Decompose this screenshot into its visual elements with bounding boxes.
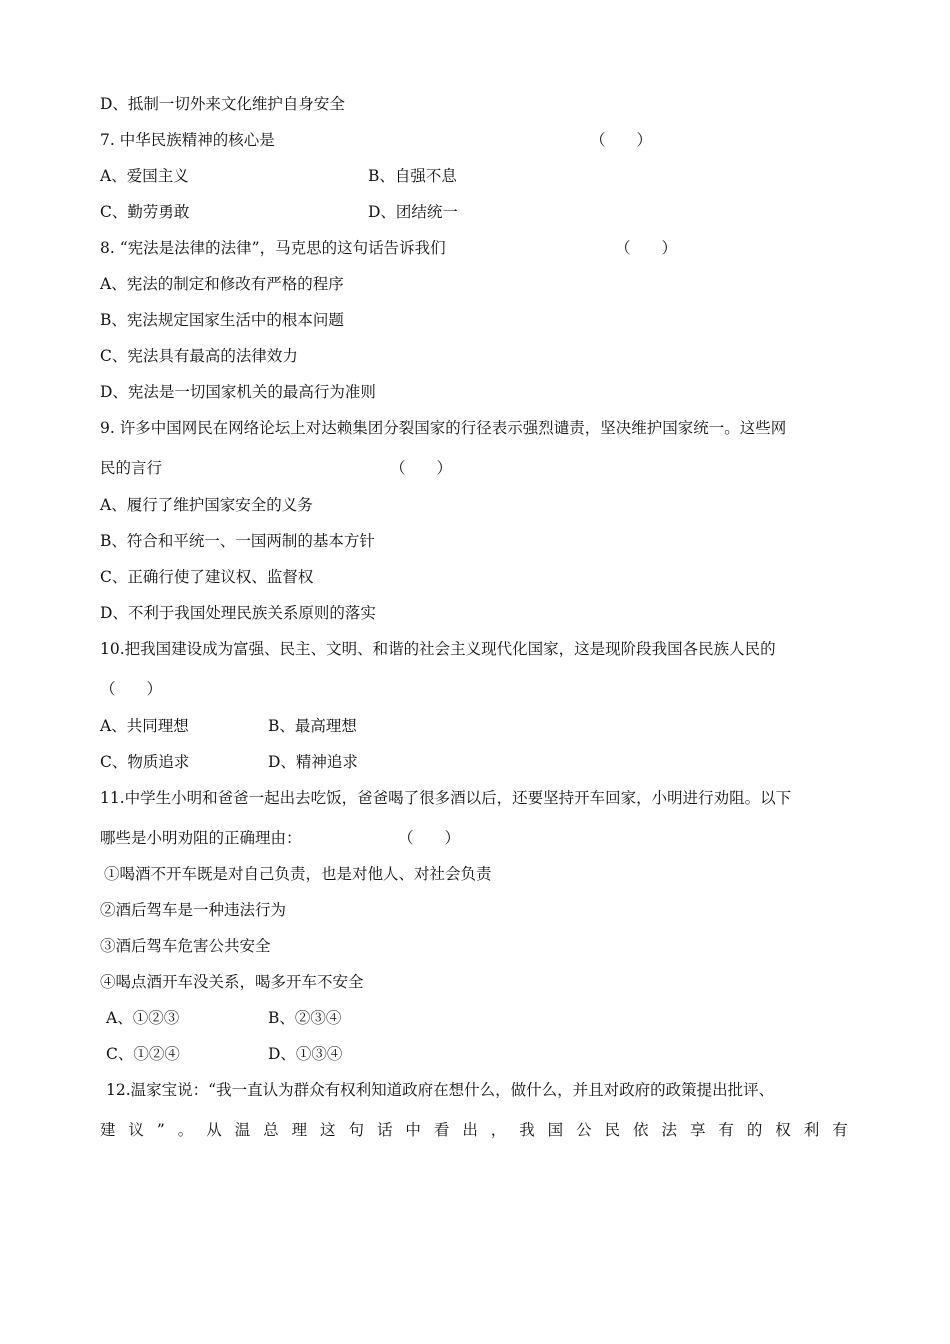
- q9-stem-line2: 民的言行: [100, 459, 163, 477]
- q12-stem-line2-char: 国: [547, 1121, 564, 1139]
- q12-stem-line2-char: 我: [519, 1121, 535, 1139]
- q9-stem-line1: 9. 许多中国网民在网络论坛上对达赖集团分裂国家的行径表示强烈谴责，坚决维护国家统一。这些网: [100, 419, 787, 437]
- q9-option-d: D、不利于我国处理民族关系原则的落实: [100, 604, 376, 622]
- q7-option-b: B、自强不息: [368, 167, 457, 185]
- q11-stem-line2: 哪些是小明劝阻的正确理由：: [100, 829, 302, 847]
- q12-stem-line2: [100, 1120, 848, 1140]
- q12-stem-line2-char: ”: [156, 1121, 165, 1139]
- q12-stem-line2-char: 民: [604, 1121, 621, 1139]
- q12-stem-line2-char: 理: [291, 1121, 308, 1139]
- q11-statement-1: ①喝酒不开车既是对自己负责，也是对他人、对社会负责: [104, 865, 492, 883]
- q8-option-d: D、宪法是一切国家机关的最高行为准则: [100, 383, 376, 401]
- q12-stem-line2-char: 的: [746, 1121, 763, 1139]
- q11-statement-4: ④喝点酒开车没关系，喝多开车不安全: [100, 973, 364, 991]
- q8-stem: 8. “宪法是法律的法律”，马克思的这句话告诉我们: [100, 239, 446, 257]
- q8-option-c: C、宪法具有最高的法律效力: [100, 347, 298, 365]
- q6-option-d: D、抵制一切外来文化维护自身安全: [100, 95, 345, 113]
- q8-answer-paren: （ ）: [615, 239, 678, 257]
- q9-option-c: C、正确行使了建议权、监督权: [100, 568, 314, 586]
- q12-stem-line2-char: 利: [803, 1121, 820, 1139]
- q12-stem-line2-char: 有: [718, 1121, 734, 1139]
- q11-option-b: B、②③④: [268, 1009, 342, 1027]
- q12-stem-line2-char: 。: [177, 1121, 194, 1139]
- q12-stem-line2-char: 看: [433, 1121, 450, 1139]
- q11-option-c: C、①②④: [106, 1045, 180, 1063]
- q10-stem: 10.把我国建设成为富强、民主、文明、和谐的社会主义现代化国家，这是现阶段我国各民族人民的: [100, 640, 776, 658]
- q12-stem-line2-char: 享: [689, 1121, 706, 1139]
- q9-option-b: B、符合和平统一、一国两制的基本方针: [100, 532, 375, 550]
- q12-stem-line2-char: 法: [661, 1121, 677, 1139]
- q11-stem-line1: 11.中学生小明和爸爸一起出去吃饭，爸爸喝了很多酒以后，还要坚持开车回家，小明进行劝阻。以下: [100, 789, 792, 807]
- q10-option-c: C、物质追求: [100, 753, 190, 771]
- q11-statement-2: ②酒后驾车是一种违法行为: [100, 901, 287, 919]
- q12-stem-line2-char: 权: [775, 1121, 791, 1139]
- q7-option-d: D、团结统一: [368, 203, 458, 221]
- q12-stem-line2-char: 句: [348, 1121, 365, 1139]
- q10-option-d: D、精神追求: [268, 753, 358, 771]
- q9-answer-paren: （ ）: [390, 459, 453, 477]
- q10-answer-paren: （ ）: [100, 680, 163, 698]
- q7-option-c: C、勤劳勇敢: [100, 203, 190, 221]
- q11-option-a: A、①②③: [106, 1009, 180, 1027]
- q7-option-a: A、爱国主义: [100, 167, 189, 185]
- q12-stem-line2-char: 这: [320, 1121, 336, 1139]
- q12-stem-line2-char: 公: [576, 1121, 592, 1139]
- q12-stem-line2-char: 建: [100, 1121, 116, 1139]
- q11-answer-paren: （ ）: [398, 829, 461, 847]
- q10-option-b: B、最高理想: [268, 717, 357, 735]
- q12-stem-line2-char: 温: [234, 1121, 251, 1139]
- q12-stem-line1: 12.温家宝说：“我一直认为群众有权利知道政府在想什么，做什么，并且对政府的政策提出批评、: [106, 1081, 775, 1099]
- q12-stem-line2-char: 总: [263, 1121, 279, 1139]
- q12-stem-line2-char: ，: [490, 1121, 507, 1139]
- q12-stem-line2-char: 从: [206, 1121, 222, 1139]
- q12-stem-line2-char: 议: [128, 1121, 144, 1139]
- q7-stem: 7. 中华民族精神的核心是: [100, 131, 275, 149]
- q12-stem-line2-char: 话: [376, 1121, 393, 1139]
- q8-option-b: B、宪法规定国家生活中的根本问题: [100, 311, 344, 329]
- q12-stem-line2-char: 出: [462, 1121, 478, 1139]
- q8-option-a: A、宪法的制定和修改有严格的程序: [100, 275, 344, 293]
- q9-option-a: A、履行了维护国家安全的义务: [100, 496, 313, 514]
- q11-statement-3: ③酒后驾车危害公共安全: [100, 937, 271, 955]
- q12-stem-line2-char: 依: [633, 1121, 649, 1139]
- q12-stem-line2-char: 中: [405, 1121, 421, 1139]
- q12-stem-line2-char: 有: [832, 1121, 848, 1139]
- q11-option-d: D、①③④: [268, 1045, 343, 1063]
- q10-option-a: A、共同理想: [100, 717, 189, 735]
- q7-answer-paren: （ ）: [590, 131, 653, 149]
